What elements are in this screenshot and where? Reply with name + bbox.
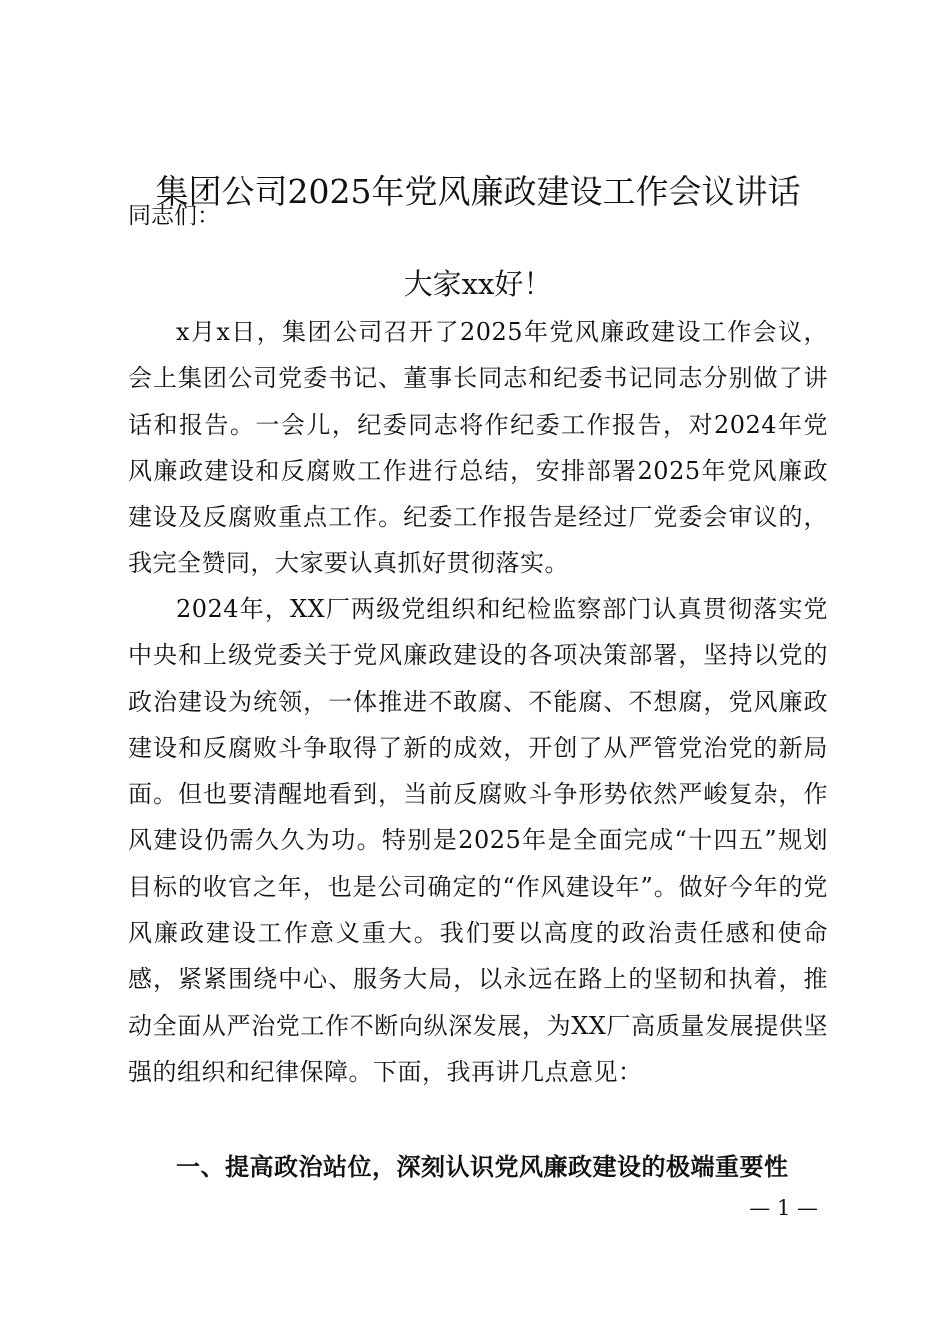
page-number: — 1 — [749,1196,818,1220]
greeting: 大家xx好！ [403,267,553,301]
paragraph: 2024年，XX厂两级党组织和纪检监察部门认真贯彻落实党中央和上级党委关于党风廉政建设的各项决策部署，坚持以党的政治建设为统领，一体推进不敢腐、不能腐、不想腐，党风廉政建设和反腐败斗争取得了新的成效，开创了从严管党治党的新局面。但也要清醒地看到，当前反腐败斗争形势依然严峻复杂，作风建设仍需久久为功。特别是2025年是全面完成“十四五”规划目标的收官之年，也是公司确定的“作风建设年”。做好今年的党风廉政建设工作意义重大。我们要以高度的政治责任感和使命感，紧紧围绕中心、服务大局，以永远在路上的坚韧和执着，推动全面从严治党工作不断向纵深发展，为XX厂高质量发展提供坚强的组织和纪律保障。下面，我再讲几点意见： [128,595,828,1086]
paragraph: x月x日，集团公司召开了2025年党风廉政建设工作会议，会上集团公司党委书记、董事长同志和纪委书记同志分别做了讲话和报告。一会儿，纪委同志将作纪委工作报告，对2024年党风廉政建设和反腐败工作进行总结，安排部署2025年党风廉政建设及反腐败重点工作。纪委工作报告是经过厂党委会审议的，我完全赞同，大家要认真抓好贯彻落实。 [128,318,828,578]
section-heading: 一、提高政治站位，深刻认识党风廉政建设的极端重要性 [176,1153,789,1181]
document-title: 集团公司2025年党风廉政建设工作会议讲话 [155,172,801,211]
salutation: 同志们： [128,203,220,229]
